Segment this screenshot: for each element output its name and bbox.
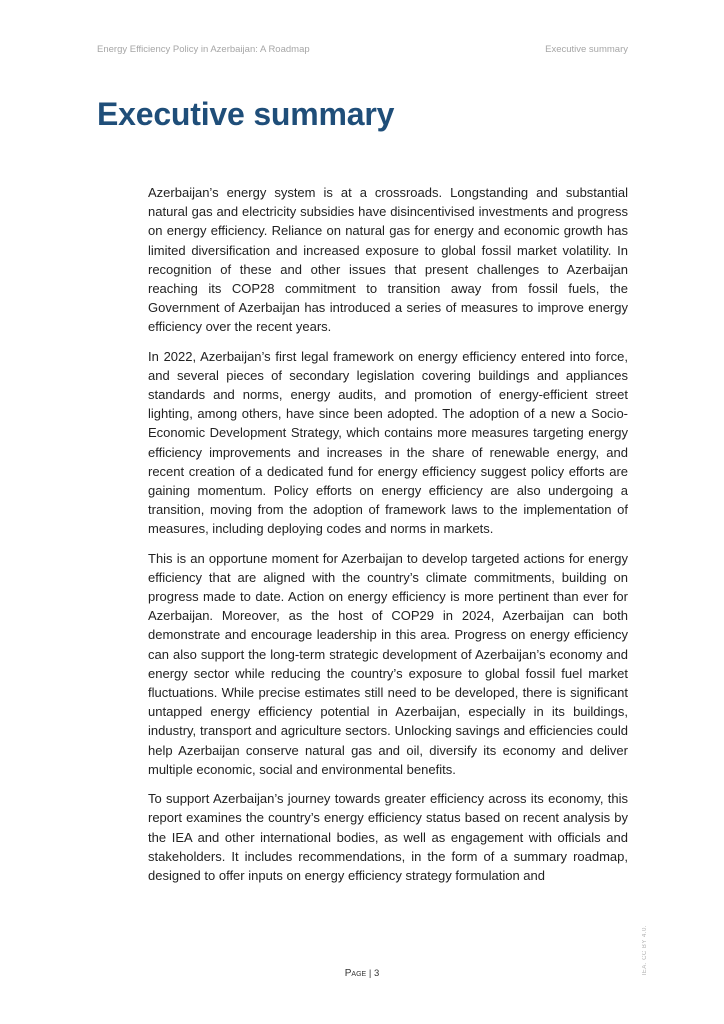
paragraph: Azerbaijan’s energy system is at a crossroads. Longstanding and substantial natural gas and electricity subsidies have disincentivised investments and progress on energy efficiency. Reliance on natural gas for energy and economic growth has limited diversification and increased exposure to global fossil market volatility. In recognition of these and other issues that present challenges to Azerbaijan reaching its COP28 commitment to transition away from fossil fuels, the Government of Azerbaijan has introduced a series of measures to improve energy efficiency over the recent years. [148,185,628,335]
page-separator: | [368,968,374,979]
paragraph: This is an opportune moment for Azerbaijan to develop targeted actions for energy efficiency that are aligned with the country’s climate commitments, building on progress made to date. Action on energy efficiency is more pertinent than ever for Azerbaijan. Moreover, as the host of COP29 in 2024, Azerbaijan can both demonstrate and encourage leadership in this area. Progress on energy efficiency can also support the long-term strategic development of Azerbaijan’s economy and energy sector while reducing the country’s exposure to global fossil fuel market fluctuations. While precise estimates still need to be developed, there is significant untapped energy efficiency potential in Azerbaijan, especially in its buildings, industry, transport and agriculture sectors. Unlocking savings and efficiencies could help Azerbaijan conserve natural gas and oil, diversify its economy and deliver multiple economic, social and environmental benefits. [148,550,628,777]
body-text [148,183,628,895]
page-title: Executive summary [97,96,395,132]
license-note: IEA. CC BY 4.0. [642,925,648,976]
paragraph: In 2022, Azerbaijan’s first legal framework on energy efficiency entered into force, and several pieces of secondary legislation covering buildings and appliances standards and norms, energy audits, and promotion of energy-efficient street lighting, among others, have since been adopted. The adoption of a new a Socio-Economic Development Strategy, which contains more measures targeting energy efficiency improvements and increases in the share of renewable energy, and recent creation of a dedicated fund for energy efficiency suggest policy efforts are gaining momentum. Policy efforts on energy efficiency are also undergoing a transition, moving from the adoption of framework laws to the implementation of measures, including deploying codes and norms in markets. [148,348,628,537]
section-name: Executive summary [545,44,628,55]
page-number: 3 [373,968,380,979]
page-label: Page [344,968,367,979]
paragraph: To support Azerbaijan’s journey towards greater efficiency across its economy, this report examines the country’s energy efficiency status based on recent analysis by the IEA and other international bodies, as well as engagement with officials and stakeholders. It includes recommendations, in the form of a summary roadmap, designed to offer inputs on energy efficiency strategy formulation and [148,791,628,883]
page-footer [0,968,724,979]
running-header [97,44,628,55]
report-title: Energy Efficiency Policy in Azerbaijan: A Roadmap [97,44,310,55]
